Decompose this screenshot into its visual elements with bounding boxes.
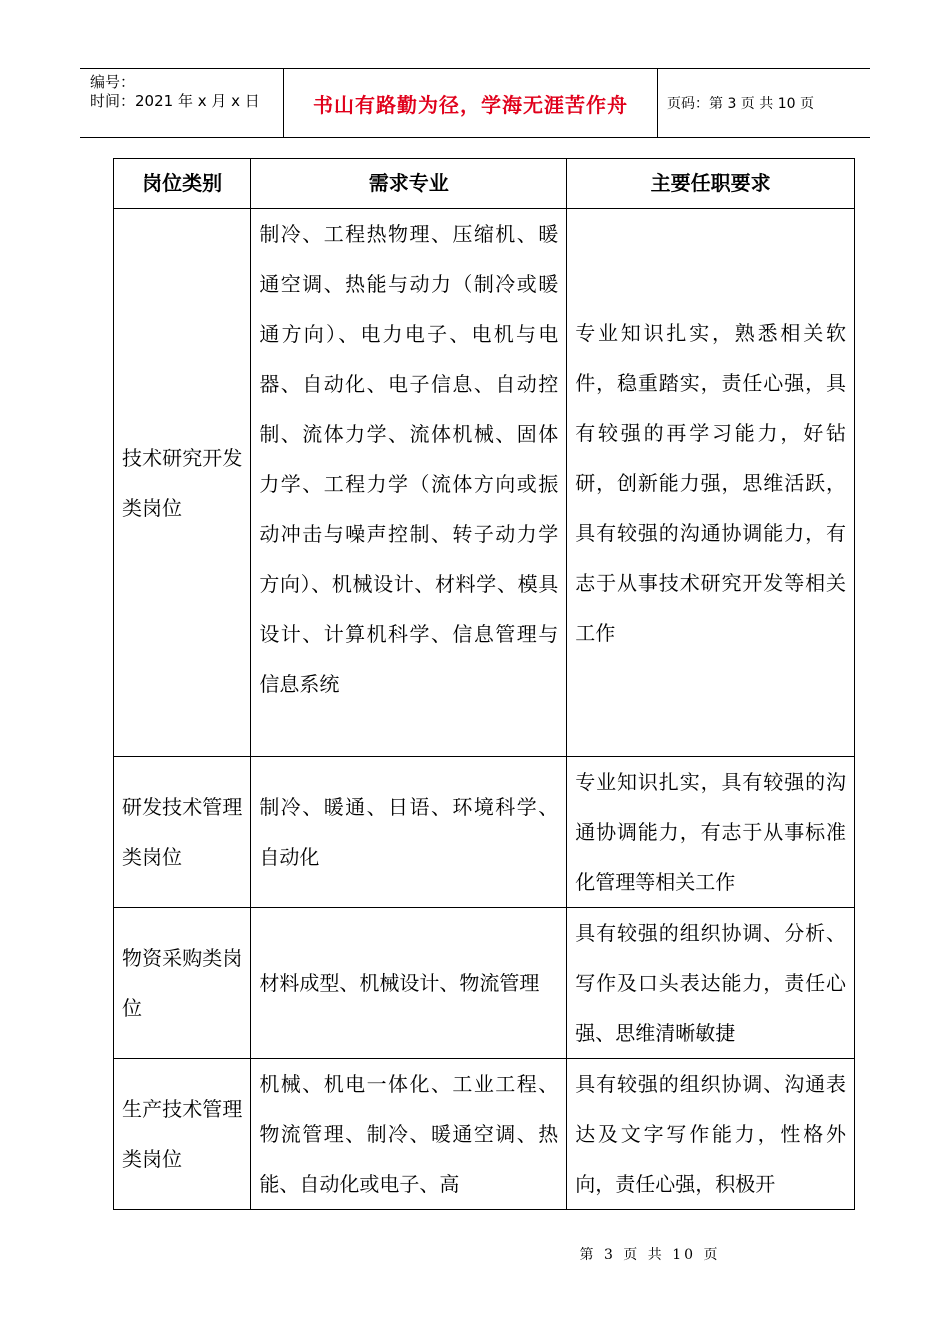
column-header-requirements: 主要任职要求 — [567, 159, 855, 209]
header-meta — [80, 69, 283, 137]
column-header-majors: 需求专业 — [251, 159, 567, 209]
table-row — [114, 908, 855, 1059]
job-category-cell: 物资采购类岗位 — [114, 908, 251, 1059]
job-requirements-table — [113, 158, 855, 1210]
document-number-label: 编号： — [90, 73, 136, 91]
document-date: 时间：2021 年 x 月 x 日 — [90, 92, 260, 110]
requirements-cell: 具有较强的组织协调、沟通表达及文字写作能力，性格外向，责任心强，积极开 — [567, 1059, 855, 1210]
job-category-cell: 生产技术管理类岗位 — [114, 1059, 251, 1210]
job-category-cell: 研发技术管理类岗位 — [114, 757, 251, 908]
requirements-cell: 专业知识扎实，具有较强的沟通协调能力，有志于从事标准化管理等相关工作 — [567, 757, 855, 908]
requirements-cell: 具有较强的组织协调、分析、写作及口头表达能力，责任心强、思维清晰敏捷 — [567, 908, 855, 1059]
majors-cell: 制冷、工程热物理、压缩机、暖通空调、热能与动力（制冷或暖通方向）、电力电子、电机与电器、自动化、电子信息、自动控制、流体力学、流体机械、固体力学、工程力学（流体方向或振动冲击与噪声控制、转子动力学方向）、机械设计、材料学、模具设计、计算机科学、信息管理与信息系统 — [251, 209, 567, 757]
requirements-cell: 专业知识扎实，熟悉相关软件，稳重踏实，责任心强，具有较强的再学习能力，好钻研，创新能力强，思维活跃，具有较强的沟通协调能力，有志于从事技术研究开发等相关工作 — [567, 209, 855, 757]
table-row — [114, 1059, 855, 1210]
header-motto: 书山有路勤为径，学海无涯苦作舟 — [283, 69, 658, 137]
table-header-row — [114, 159, 855, 209]
majors-cell: 材料成型、机械设计、物流管理 — [251, 908, 567, 1059]
header-page-number: 页码：第 3 页 共 10 页 — [667, 96, 814, 112]
majors-cell: 制冷、暖通、日语、环境科学、自动化 — [251, 757, 567, 908]
column-header-category: 岗位类别 — [114, 159, 251, 209]
table-row — [114, 757, 855, 908]
job-category-cell: 技术研究开发类岗位 — [114, 209, 251, 757]
page-header — [80, 68, 870, 138]
majors-cell: 机械、机电一体化、工业工程、物流管理、制冷、暖通空调、热能、自动化或电子、高 — [251, 1059, 567, 1210]
table-row — [114, 209, 855, 757]
page-footer: 第 3 页 共 10 页 — [579, 1247, 721, 1263]
